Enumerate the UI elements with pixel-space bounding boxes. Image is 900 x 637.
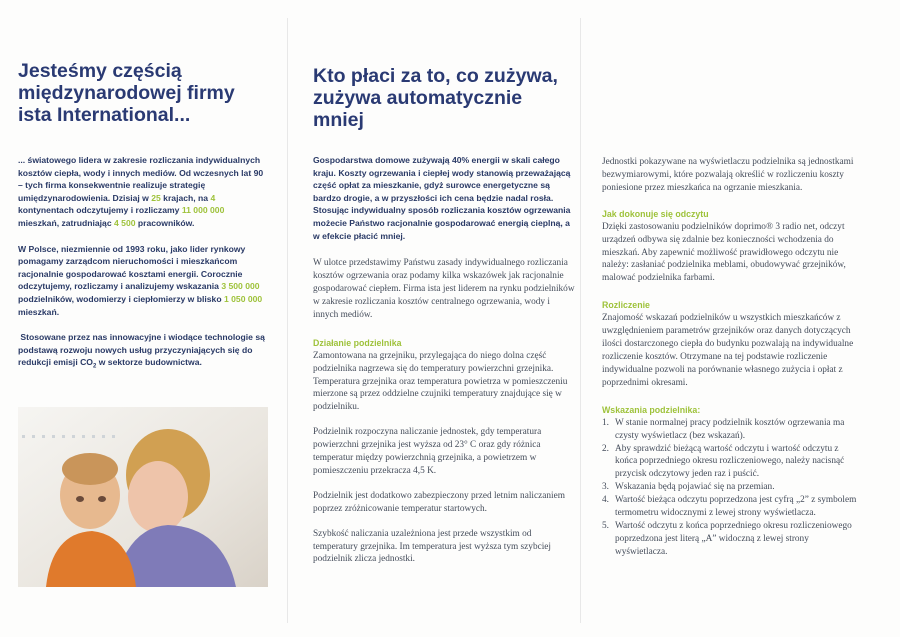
- column1-body: [18, 154, 266, 374]
- column3-body: [602, 156, 862, 559]
- indications-list: [602, 417, 862, 559]
- section-text-2: Podzielnik rozpoczyna naliczanie jednostek, gdy temperatura powierzchni grzejnika jest wyższa od 23° C oraz gdy różnica temperatur między powierzchnią grzejnika, a powietrzem w pomieszczeniu przekracza 4,5 K.: [313, 427, 542, 476]
- fold-line-right: [580, 18, 581, 623]
- intro-paragraph-poland: W Polsce, niezmiennie od 1993 roku, jako lider rynkowy pomagamy zarządcom nieruchomości i mieszkańcom racjonalnie gospodarować kosztami energii. Corocznie odczytujemy, rozliczamy i analizujemy wskazania 3 500 000 podzielników, wodomierzy i ciepłomierzy w blisko 1 050 000 mieszkań.: [18, 243, 263, 317]
- list-item: 5. Wartość odczytu z końca poprzedniego okresu rozliczeniowego poprzedzona jest literą „A” widoczną z lewej strony wyświetlacza.: [602, 520, 852, 557]
- column1-title: Jesteśmy częścią międzynarodowej firmy ista International...: [18, 60, 235, 126]
- column2-body: [313, 154, 575, 566]
- section-text-1: Zamontowana na grzejniku, przylegająca do niego dolna część podzielnika nagrzewa się do temperatury powierzchni grzejnika. Temperatura grzejnika oraz temperatura powietrza w pomieszczeniu mierzone są przez oddzielne czujniki temperatury znajdujące się w podzielniku.: [313, 350, 568, 413]
- section-heading-wskazania: Wskazania podzielnika:: [602, 404, 701, 415]
- intro-paragraph: W ulotce przedstawimy Państwu zasady indywidualnego rozliczania kosztów ogrzewania oraz podamy kilka wskazówek jak racjonalnie gospodarować ciepłem. Firma ista jest liderem na rynku podzielników w zakresie rozliczania kosztów centralnego ogrzewania, wody i innych mediów.: [313, 258, 575, 320]
- lead-paragraph: Gospodarstwa domowe zużywają 40% energii w skali całego kraju. Koszty ogrzewania i ciepłej wody stanowią przeważającą część opłat za mieszkanie, gdyż surowce energetyczne są bardzo drogie, a w przyszłości ich cena będzie nadal rosła. Stosując indywidualny sposób rozliczania kosztów ogrzewania możecie Państwo racjonalnie gospodarować energią cieplną, a w efekcie płacić mniej.: [313, 155, 571, 241]
- list-item: 4. Wartość bieżąca odczytu poprzedzona jest cyfrą „2” z symbolem termometru widocznymi z lewej strony wyświetlacza.: [602, 495, 857, 519]
- fold-line-left: [287, 18, 288, 623]
- section-heading-dzialanie: Działanie podzielnika: [313, 337, 402, 348]
- section-heading-odczyt: Jak dokonuje się odczytu: [602, 208, 709, 219]
- list-item: 3. Wskazania będą pojawiać się na przemian.: [602, 482, 775, 493]
- intro-paragraph-world: ... światowego lidera w zakresie rozliczania indywidualnych kosztów ciepła, wody i innych mediów. Od wczesnych lat 90 – tych firma konsekwentnie realizuje strategię umiędzynarodowienia. Dzisiaj w 25 krajach, na 4 kontynentach odczytujemy i rozliczamy 11 000 000 mieszkań, zatrudniając 4 500 pracowników.: [18, 155, 264, 228]
- photo-mother-child: [18, 407, 268, 587]
- settlement-paragraph: Znajomość wskazań podzielników u wszystkich mieszkańców z uwzględnieniem parametrów grzejników oraz danych dotyczących ilości dostarczonego ciepła do budynku pozwalają na indywidualne rozliczenie kosztów. Otrzymane na tej podstawie rozliczenie indywidualne pozwoli na porównanie własnego zużycia i opłat z poprzednimi okresami.: [602, 313, 854, 388]
- units-paragraph: Jednostki pokazywane na wyświetlaczu podzielnika są jednostkami bezwymiarowymi, które pozwalają określić w rozliczeniu koszty poniesione przez mieszkańca na ogrzanie mieszkania.: [602, 157, 854, 193]
- reading-paragraph: Dzięki zastosowaniu podzielników doprimo® 3 radio net, odczyt urządzeń odbywa się zdalnie bez konieczności wchodzenia do mieszkań. Aby zapewnić możliwość prawidłowego odczytu nie należy: zasłaniać podzielnika meblami, obudowywać grzejników, malować podzielnika farbami.: [602, 221, 846, 284]
- column2-title: Kto płaci za to, co zużywa, zużywa automatycznie mniej: [313, 65, 558, 131]
- section-heading-rozliczenie: Rozliczenie: [602, 300, 650, 311]
- list-item: 1. W stanie normalnej pracy podzielnik kosztów ogrzewania ma czysty wyświetlacz (bez wskazań).: [602, 417, 845, 441]
- section-text-4: Szybkość naliczania uzależniona jest przede wszystkim od temperatury grzejnika. Im temperatura jest wyższa tym szybciej podzielnik zlicza jednostki.: [313, 528, 552, 565]
- section-text-3: Podzielnik jest dodatkowo zabezpieczony przed letnim naliczaniem poprzez zróżnicowanie temperatur startowych.: [313, 490, 565, 514]
- intro-paragraph-technology: Stosowane przez nas innowacyjne i wiodące technologie są podstawą rozwoju nowych usług przyczyniających się do redukcji emisji $CO_2$ w sektorze budownictwa.: [18, 332, 265, 371]
- photo-illustration: [18, 407, 268, 587]
- list-item: 2. Aby sprawdzić bieżącą wartość odczytu i wartość odczytu z końca poprzedniego okresu rozliczeniowego, należy nacisnąć przycisk odczytowy jeden raz i puścić.: [602, 443, 845, 480]
